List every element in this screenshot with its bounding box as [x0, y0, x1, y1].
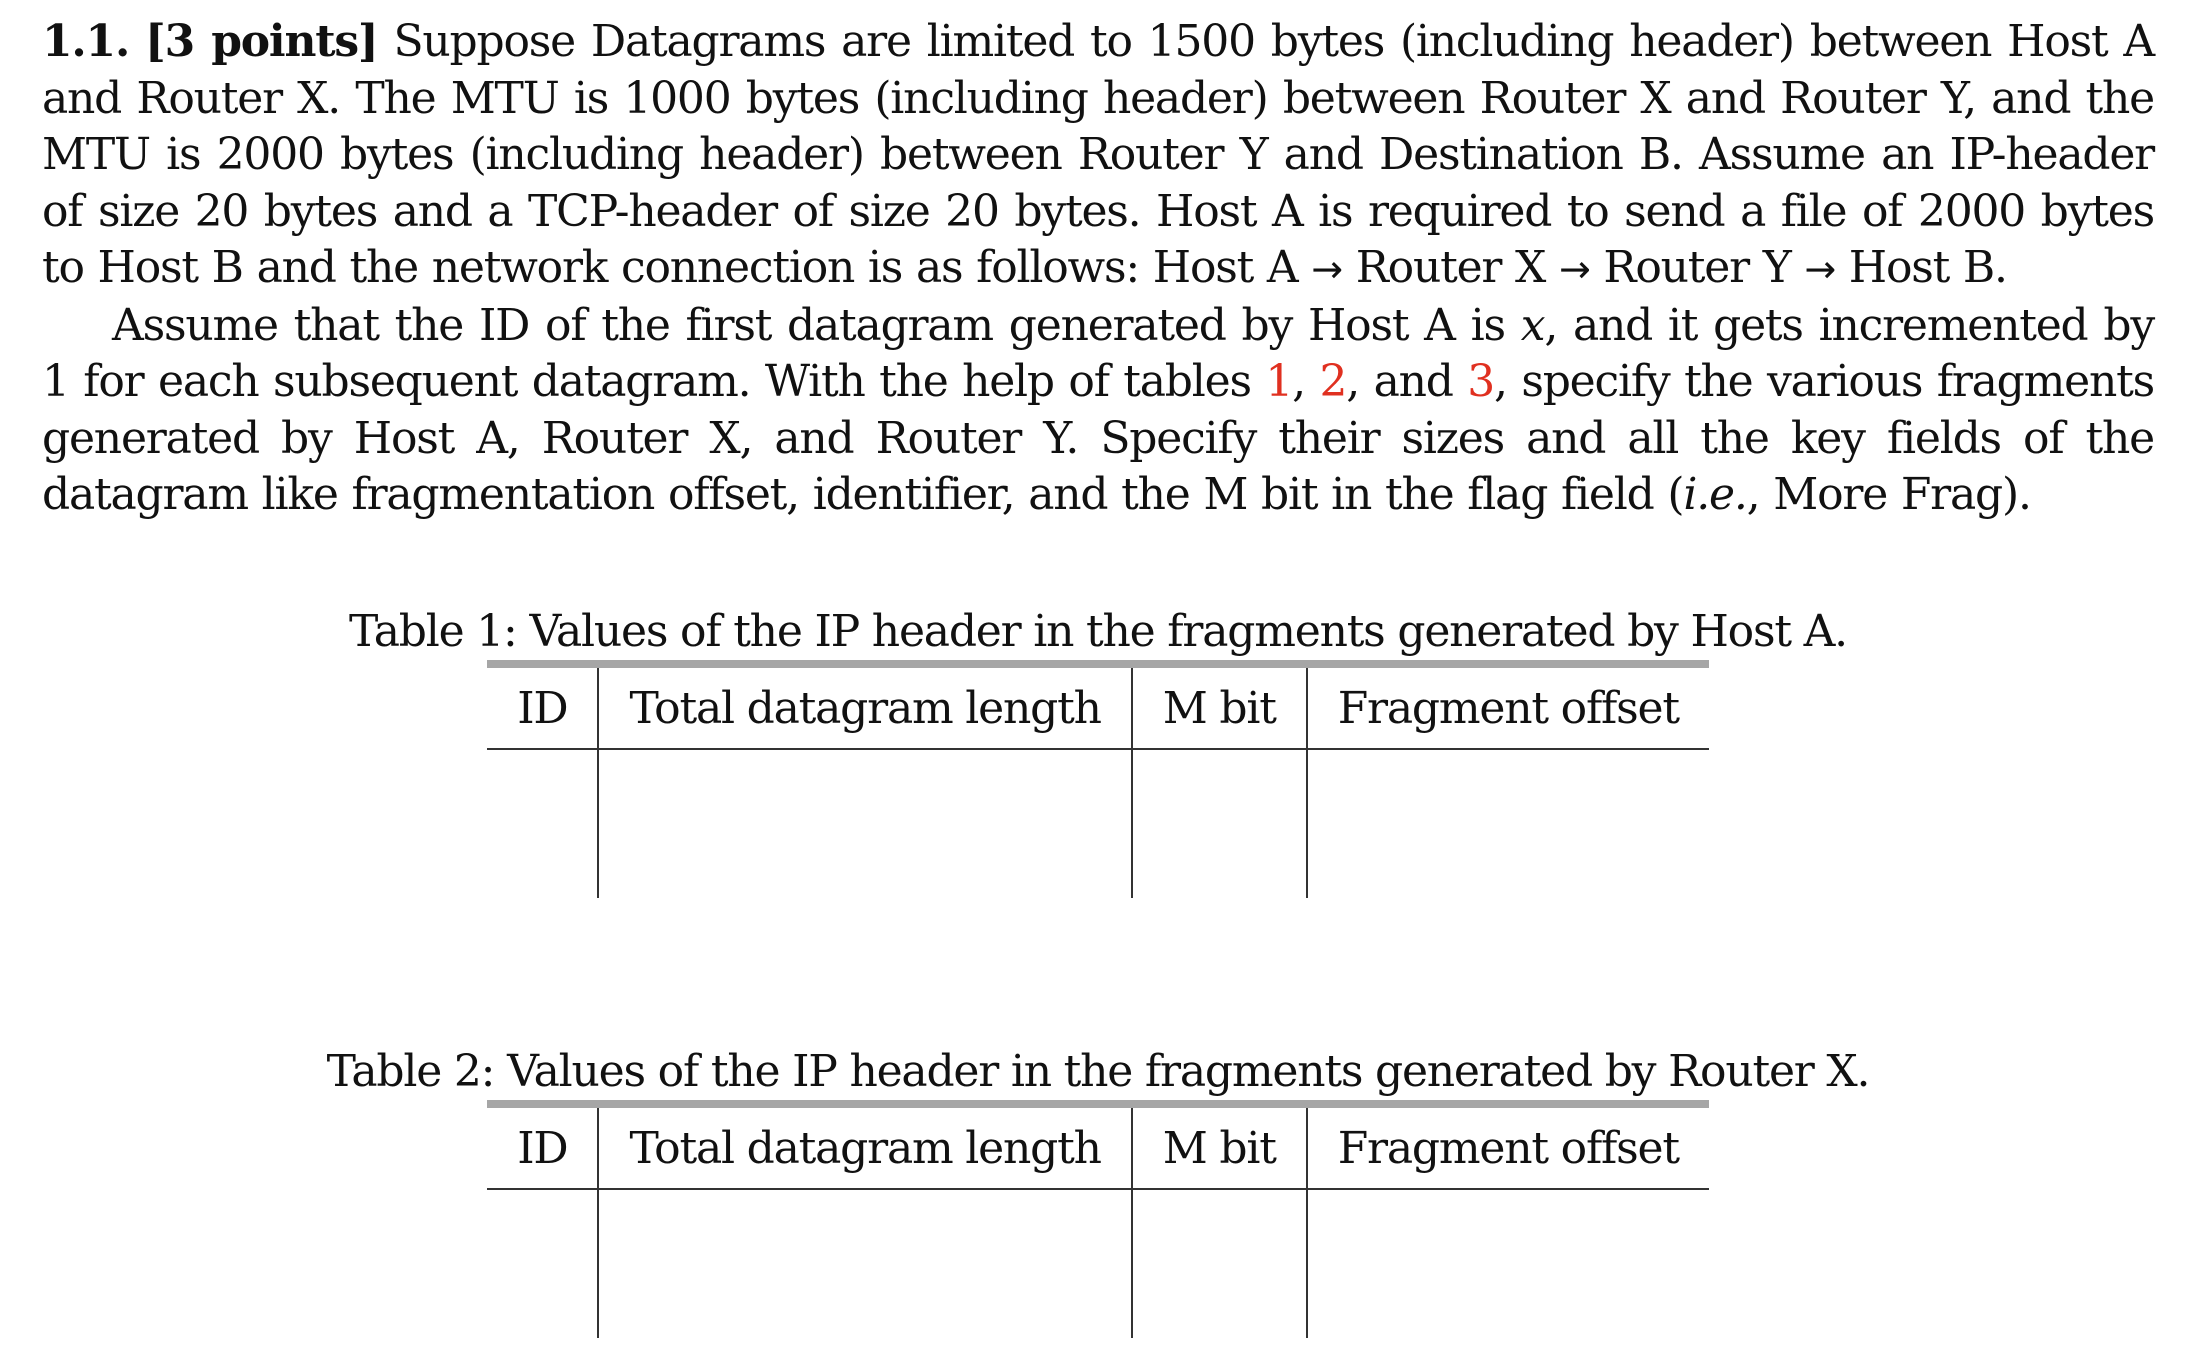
route-host-b: Host B. — [1848, 242, 2007, 293]
column-header-offset: Fragment offset — [1307, 1104, 1709, 1189]
table-header-row — [487, 1104, 1709, 1189]
table-2 — [0, 1044, 2196, 1338]
fragment-table — [487, 660, 1709, 898]
cell-length[interactable] — [598, 749, 1131, 898]
paragraph-1 — [42, 14, 2154, 298]
right-arrow-icon: → — [1311, 247, 1342, 291]
paragraph-2-text-a: Assume that the ID of the first datagram generated by Host A is — [112, 299, 1505, 351]
cell-mbit[interactable] — [1132, 1189, 1307, 1338]
right-arrow-icon: → — [1558, 247, 1590, 291]
cell-mbit[interactable] — [1132, 749, 1307, 898]
paragraph-2-text-b: , and it gets incremented by 1 for each subsequent datagram. With the help of tables — [42, 299, 2154, 407]
table-row — [487, 749, 1709, 898]
paragraph-2 — [42, 298, 2154, 524]
column-header-mbit: M bit — [1132, 1104, 1307, 1189]
table-header-row — [487, 664, 1709, 749]
cell-offset[interactable] — [1307, 749, 1709, 898]
paragraph-1-text: Suppose Datagrams are limited to 1500 bytes (including header) between Host A and Router X. The MTU is 1000 bytes (including header) between Router X and Router Y, and the MTU is 2000 bytes (including header) between Router Y and Destination B. Assume an IP-header of size 20 bytes and a TCP-header of size 20 bytes. Host A is required to send a file of 2000 bytes to Host B and the network connection is as follows: Host A — [42, 16, 2154, 293]
right-arrow-icon: → — [1804, 247, 1835, 291]
cell-id[interactable] — [487, 1189, 598, 1338]
table-caption: Table 2: Values of the IP header in the fragments generated by Router X. — [326, 1046, 1870, 1097]
column-header-id: ID — [517, 682, 568, 734]
column-header-offset: Fragment offset — [1307, 664, 1709, 749]
comma: , — [1292, 356, 1305, 407]
problem-points: [3 points] — [144, 16, 378, 67]
paragraph-2-text-c: , specify the various fragments generated by Host A, Router X, and Router Y. Specify their sizes and all the key fields of the datagram like fragmentation offset, identifier, and the M bit in the flag field ( — [42, 356, 2155, 520]
problem-number: 1.1. — [42, 16, 130, 67]
table-1 — [0, 604, 2196, 898]
table-ref-1[interactable]: 1 — [1265, 356, 1293, 407]
problem-statement — [42, 14, 2154, 524]
column-header-length: Total datagram length — [598, 1104, 1131, 1189]
table-caption: Table 1: Values of the IP header in the fragments generated by Host A. — [349, 606, 1847, 657]
route-router-x: Router X — [1355, 242, 1546, 293]
fragment-table — [487, 1100, 1709, 1338]
table-row — [487, 1189, 1709, 1338]
ie-abbrev: i.e. — [1683, 469, 1747, 520]
and-text: , and — [1346, 356, 1453, 407]
column-header-mbit: M bit — [1132, 664, 1307, 749]
paragraph-2-text-d: , More Frag). — [1746, 469, 2031, 520]
math-x: x — [1520, 299, 1545, 351]
cell-id[interactable] — [487, 749, 598, 898]
column-header-length: Total datagram length — [598, 664, 1131, 749]
cell-length[interactable] — [598, 1189, 1131, 1338]
table-ref-2[interactable]: 2 — [1319, 356, 1347, 407]
column-header-id: ID — [517, 1122, 568, 1174]
route-router-y: Router Y — [1603, 242, 1791, 293]
cell-offset[interactable] — [1307, 1189, 1709, 1338]
table-ref-3[interactable]: 3 — [1467, 356, 1495, 407]
